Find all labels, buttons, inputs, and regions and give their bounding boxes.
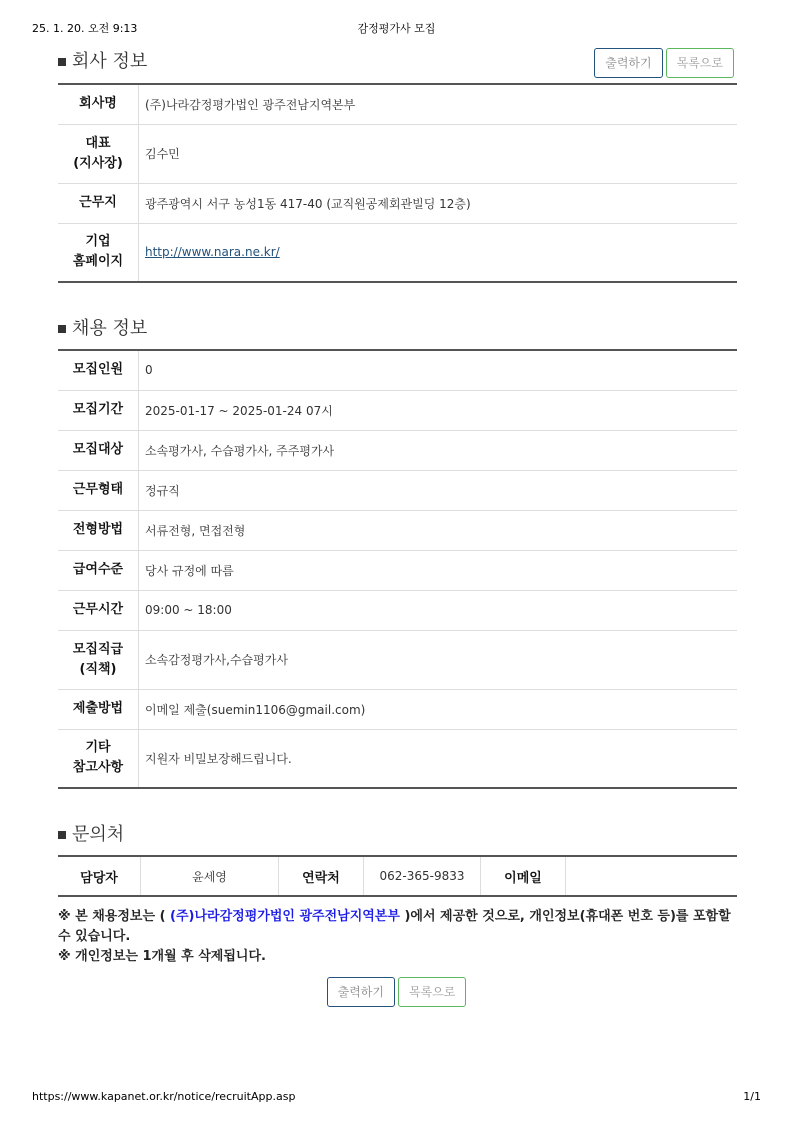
manager-label: 담당자 [58, 856, 141, 896]
top-button-group [594, 48, 734, 78]
row-label: 모집기간 [58, 390, 139, 430]
bottom-button-group [0, 977, 793, 1007]
notice-company: (주)나라감정평가법인 광주전남지역본부 [170, 909, 400, 924]
row-label: 전형방법 [58, 510, 139, 550]
square-bullet-icon [58, 831, 66, 839]
email-label: 이메일 [481, 856, 566, 896]
print-date: 25. 1. 20. 오전 9:13 [32, 22, 138, 35]
submission-value: 이메일 제출(suemin1106@gmail.com) [139, 689, 738, 729]
recruit-section-title-text: 채용 정보 [72, 318, 148, 339]
table-row [58, 350, 737, 390]
table-row [58, 390, 737, 430]
table-row [58, 223, 737, 282]
company-section-title [58, 47, 147, 73]
print-header [32, 20, 761, 36]
notice-prefix: ※ 본 채용정보는 ( [58, 909, 171, 924]
table-row [58, 856, 737, 896]
workplace-value: 광주광역시 서구 농성1동 417-40 (교직원공제회관빌딩 12층) [139, 183, 738, 223]
target-value: 소속평가사, 수습평가사, 주주평가사 [139, 430, 738, 470]
etc-label-line1: 기타 [85, 740, 111, 756]
notice-line1 [58, 907, 738, 947]
etc-label-line2: 참고사항 [72, 760, 124, 776]
salary-value: 당사 규정에 따름 [139, 550, 738, 590]
table-row [58, 124, 737, 183]
homepage-label-line1: 기업 [85, 234, 111, 250]
row-label [58, 630, 139, 689]
ceo-value: 김수민 [139, 124, 738, 183]
table-row [58, 84, 737, 124]
row-label [58, 124, 139, 183]
table-row [58, 590, 737, 630]
contact-section-title [58, 820, 124, 846]
row-label: 근무시간 [58, 590, 139, 630]
position-label-line2: (직책) [79, 661, 117, 677]
print-button-bottom[interactable]: 출력하기 [327, 977, 395, 1007]
list-button-bottom[interactable]: 목록으로 [398, 977, 466, 1007]
company-info-table [58, 83, 737, 283]
print-button-top[interactable]: 출력하기 [594, 48, 662, 78]
notice-suffix: )에서 제공한 것으로, 개인정보(휴대폰 번호 등)를 포함할 수 있습니다. [58, 909, 731, 944]
table-row [58, 510, 737, 550]
position-label-line1: 모집직급 [72, 641, 124, 657]
row-label: 근무지 [58, 183, 139, 223]
table-row [58, 183, 737, 223]
row-label: 제출방법 [58, 689, 139, 729]
table-row [58, 630, 737, 689]
homepage-link[interactable]: http://www.nara.ne.kr/ [145, 245, 280, 260]
row-label: 근무형태 [58, 470, 139, 510]
period-value: 2025-01-17 ~ 2025-01-24 07시 [139, 390, 738, 430]
headcount-value: 0 [139, 350, 738, 390]
recruit-section-title [58, 314, 147, 340]
homepage-cell [139, 223, 738, 282]
square-bullet-icon [58, 58, 66, 66]
print-footer [32, 1090, 761, 1106]
phone-label: 연락처 [279, 856, 364, 896]
page-number: 1/1 [743, 1090, 761, 1103]
table-row [58, 729, 737, 788]
recruit-info-table [58, 349, 737, 789]
table-row [58, 470, 737, 510]
row-label: 회사명 [58, 84, 139, 124]
ceo-label-line2: (지사장) [73, 155, 123, 171]
row-label [58, 729, 139, 788]
print-url: https://www.kapanet.or.kr/notice/recruitApp.asp [32, 1090, 296, 1103]
list-button-top[interactable]: 목록으로 [666, 48, 734, 78]
row-label: 모집인원 [58, 350, 139, 390]
table-row [58, 689, 737, 729]
row-label: 급여수준 [58, 550, 139, 590]
position-value: 소속감정평가사,수습평가사 [139, 630, 738, 689]
manager-value: 윤세영 [141, 856, 279, 896]
email-value [566, 856, 738, 896]
contact-section-title-text: 문의처 [72, 824, 125, 845]
square-bullet-icon [58, 325, 66, 333]
employment-type-value: 정규직 [139, 470, 738, 510]
homepage-label-line2: 홈페이지 [72, 254, 124, 270]
company-section-title-text: 회사 정보 [72, 51, 148, 72]
print-doc-title: 감정평가사 모집 [357, 22, 436, 35]
work-hours-value: 09:00 ~ 18:00 [139, 590, 738, 630]
notice-line2: ※ 개인정보는 1개월 후 삭제됩니다. [58, 949, 266, 964]
privacy-notice [58, 907, 738, 967]
table-row [58, 550, 737, 590]
company-name-value: (주)나라감정평가법인 광주전남지역본부 [139, 84, 738, 124]
ceo-label-line1: 대표 [85, 135, 111, 151]
table-row [58, 430, 737, 470]
selection-method-value: 서류전형, 면접전형 [139, 510, 738, 550]
row-label: 모집대상 [58, 430, 139, 470]
etc-value: 지원자 비밀보장해드립니다. [139, 729, 738, 788]
contact-table [58, 855, 737, 897]
row-label [58, 223, 139, 282]
phone-value: 062-365-9833 [364, 856, 481, 896]
